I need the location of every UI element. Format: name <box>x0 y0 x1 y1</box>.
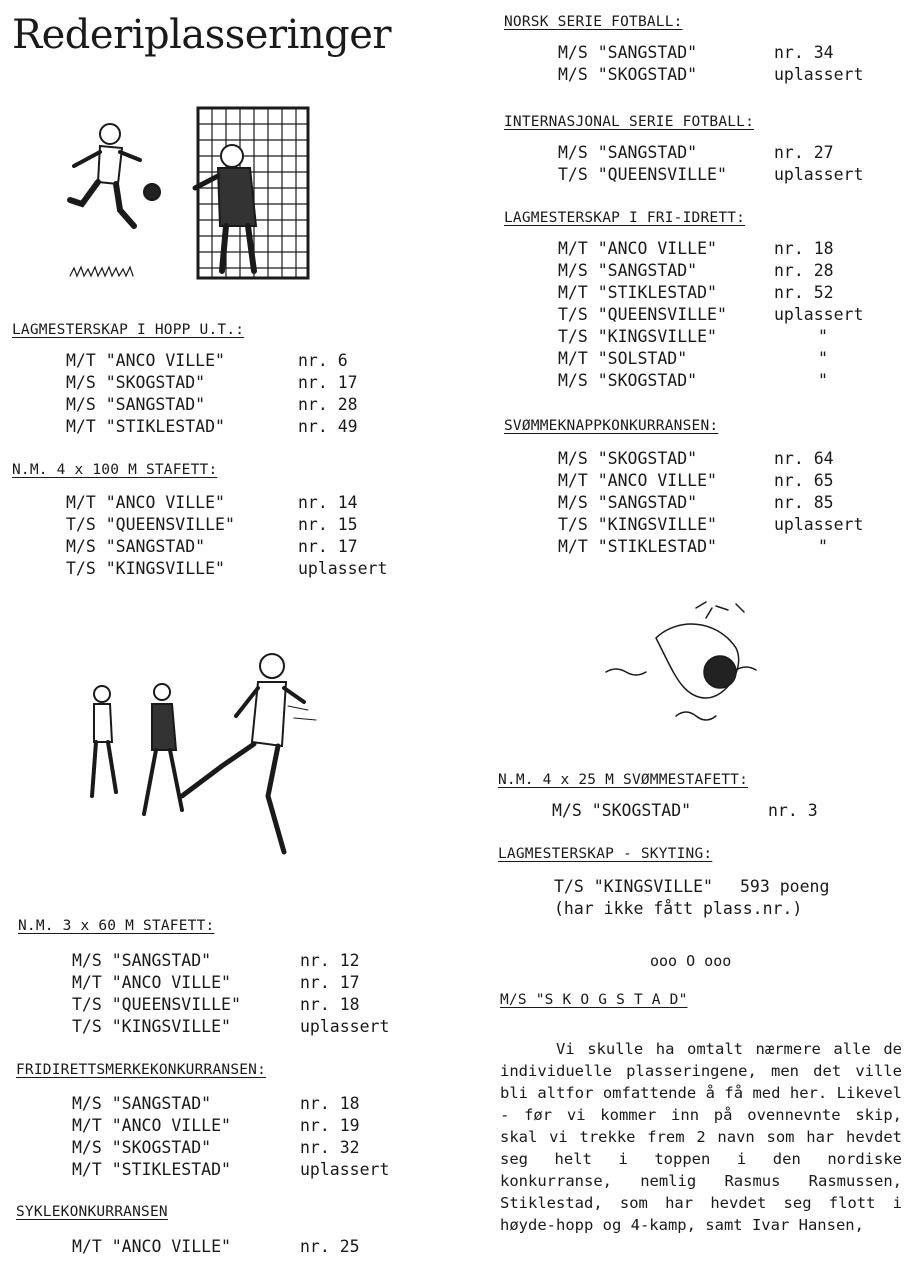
placement-value: 593 poeng <box>740 877 830 896</box>
ship-name: M/S "SANGSTAD" <box>558 493 698 512</box>
placement-value: uplassert <box>298 559 388 578</box>
placement-value: " <box>818 371 828 390</box>
ship-name: M/T "STIKLESTAD" <box>558 283 717 302</box>
section-heading: N.M. 4 x 100 M STAFETT: <box>12 462 218 478</box>
ship-name: M/S "SKOGSTAD" <box>72 1138 212 1157</box>
swimmer-illustration <box>596 598 776 728</box>
placement-value: uplassert <box>774 165 864 184</box>
section-heading: N.M. 4 x 25 M SVØMMESTAFETT: <box>498 772 749 788</box>
ship-name: T/S "KINGSVILLE" <box>72 1017 231 1036</box>
placement-value: nr. 28 <box>774 261 834 280</box>
placement-value: nr. 17 <box>298 373 358 392</box>
football-illustration <box>60 106 320 286</box>
placement-value: nr. 14 <box>298 493 358 512</box>
ship-name: M/S "SANGSTAD" <box>72 1094 212 1113</box>
ship-name: M/S "SKOGSTAD" <box>558 371 698 390</box>
ship-name: M/T "SOLSTAD" <box>558 349 688 368</box>
placement-value: nr. 12 <box>300 951 360 970</box>
placement-value: nr. 27 <box>774 143 834 162</box>
section-heading: LAGMESTERSKAP I HOPP U.T.: <box>12 322 245 338</box>
ship-name: T/S "QUEENSVILLE" <box>558 305 727 324</box>
placement-value: nr. 32 <box>300 1138 360 1157</box>
ship-name: M/T "ANCO VILLE" <box>558 239 717 258</box>
ship-name: T/S "KINGSVILLE" <box>558 515 717 534</box>
placement-value: " <box>818 327 828 346</box>
placement-value: nr. 18 <box>300 1094 360 1113</box>
ship-name: M/T "ANCO VILLE" <box>72 1116 231 1135</box>
article-heading: M/S "S K O G S T A D" <box>500 992 688 1008</box>
placement-value: nr. 49 <box>298 417 358 436</box>
placement-value: nr. 6 <box>298 351 348 370</box>
ship-name: M/S "SANGSTAD" <box>66 537 206 556</box>
section-heading: INTERNASJONAL SERIE FOTBALL: <box>504 114 755 130</box>
ship-name: M/T "STIKLESTAD" <box>66 417 225 436</box>
article-body <box>500 1038 902 1236</box>
section-heading: N.M. 3 x 60 M STAFETT: <box>18 918 215 934</box>
section-heading: FRIDIRETTSMERKEKONKURRANSEN: <box>16 1062 267 1078</box>
section-heading: LAGMESTERSKAP - SKYTING: <box>498 846 713 862</box>
placement-value: nr. 34 <box>774 43 834 62</box>
placement-value: nr. 52 <box>774 283 834 302</box>
ship-name: M/S "SANGSTAD" <box>558 43 698 62</box>
placement-value: nr. 17 <box>298 537 358 556</box>
runners-illustration <box>72 646 322 866</box>
placement-value: nr. 85 <box>774 493 834 512</box>
placement-value: uplassert <box>774 515 864 534</box>
ship-name: M/T "ANCO VILLE" <box>558 471 717 490</box>
placement-value: uplassert <box>300 1160 390 1179</box>
section-heading: SYKLEKONKURRANSEN <box>16 1204 168 1220</box>
ship-name: T/S "KINGSVILLE" <box>554 877 713 896</box>
ship-name: (har ikke fått plass.nr.) <box>554 899 803 918</box>
placement-value: uplassert <box>300 1017 390 1036</box>
placement-value: uplassert <box>774 65 864 84</box>
section-heading: SVØMMEKNAPPKONKURRANSEN: <box>504 418 719 434</box>
ship-name: M/T "ANCO VILLE" <box>72 973 231 992</box>
ship-name: M/T "ANCO VILLE" <box>66 351 225 370</box>
placement-value: nr. 17 <box>300 973 360 992</box>
placement-value: nr. 25 <box>300 1237 360 1256</box>
placement-value: nr. 65 <box>774 471 834 490</box>
section-heading: NORSK SERIE FOTBALL: <box>504 14 683 30</box>
placement-value: nr. 18 <box>300 995 360 1014</box>
ship-name: M/S "SKOGSTAD" <box>552 801 692 820</box>
placement-value: uplassert <box>774 305 864 324</box>
placement-value: " <box>818 537 828 556</box>
ship-name: M/S "SANGSTAD" <box>72 951 212 970</box>
placement-value: nr. 15 <box>298 515 358 534</box>
ship-name: T/S "QUEENSVILLE" <box>558 165 727 184</box>
placement-value: nr. 18 <box>774 239 834 258</box>
ship-name: M/S "SKOGSTAD" <box>558 449 698 468</box>
ship-name: M/S "SKOGSTAD" <box>66 373 206 392</box>
placement-value: " <box>818 349 828 368</box>
ship-name: M/T "STIKLESTAD" <box>72 1160 231 1179</box>
ship-name: M/T "ANCO VILLE" <box>72 1237 231 1256</box>
placement-value: nr. 64 <box>774 449 834 468</box>
section-heading: LAGMESTERSKAP I FRI-IDRETT: <box>504 210 746 226</box>
section-divider: ooo O ooo <box>650 952 732 970</box>
ship-name: T/S "QUEENSVILLE" <box>66 515 235 534</box>
placement-value: nr. 19 <box>300 1116 360 1135</box>
ship-name: M/T "STIKLESTAD" <box>558 537 717 556</box>
ship-name: T/S "QUEENSVILLE" <box>72 995 241 1014</box>
ship-name: M/S "SANGSTAD" <box>558 261 698 280</box>
ship-name: T/S "KINGSVILLE" <box>66 559 225 578</box>
ship-name: M/S "SKOGSTAD" <box>558 65 698 84</box>
article-paragraph: Vi skulle ha omtalt nærmere alle de individuelle plasseringene, men det ville bli altfor omfattende å få med her. Likevel - før vi kommer inn på ovennevnte skip, skal vi trekke frem 2 navn som har hevdet seg helt i toppen i den nordiske konkurranse, nemlig Rasmus Rasmussen, Stiklestad, som har hevdet seg flott i høyde-hopp og 4-kamp, samt Ivar Hansen, <box>500 1040 902 1234</box>
ship-name: M/S "SANGSTAD" <box>66 395 206 414</box>
ship-name: M/S "SANGSTAD" <box>558 143 698 162</box>
placement-value: nr. 28 <box>298 395 358 414</box>
ship-name: M/T "ANCO VILLE" <box>66 493 225 512</box>
page-title: Rederiplasseringer <box>12 12 392 58</box>
placement-value: nr. 3 <box>768 801 818 820</box>
ship-name: T/S "KINGSVILLE" <box>558 327 717 346</box>
